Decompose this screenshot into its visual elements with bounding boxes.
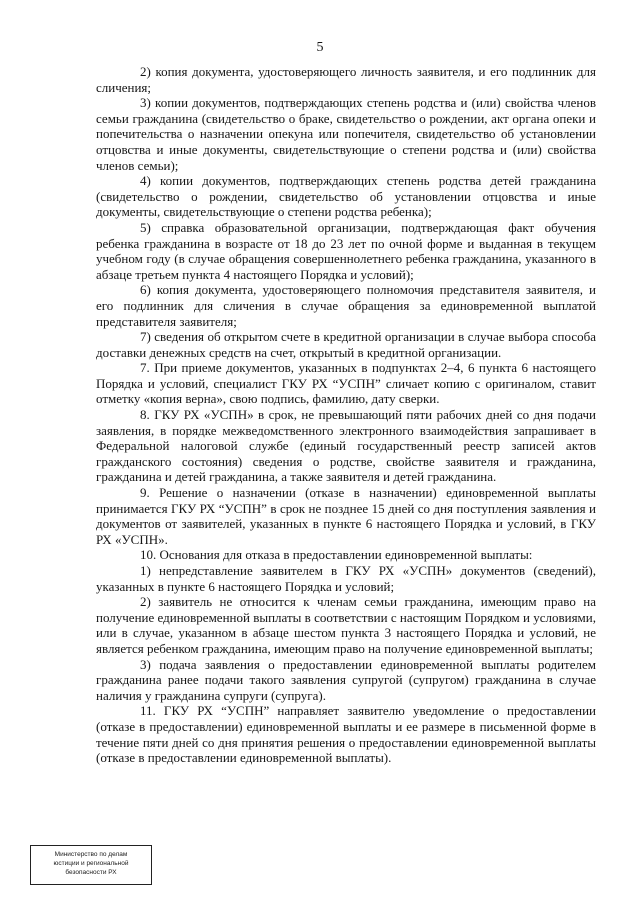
paragraph-clause-10-item-2: 2) заявитель не относится к членам семьи гражданина, имеющим право на получение единовременной выплаты в соответствии с настоящим Порядком и условиями, или в случае, указанном в абзаце шестом пункта 3 настоящего Порядка и условий, не является ребенком гражданина, имеющим право на получение единовременной выплаты;: [96, 594, 596, 656]
paragraph-item-4: 4) копии документов, подтверждающих степень родства детей гражданина (свидетельство о рождении, свидетельство об установлении отцовства и иные документы, свидетельствующие о степени родства ребенка);: [96, 173, 596, 220]
ministry-stamp: [30, 845, 152, 885]
page-number: 5: [316, 40, 324, 55]
paragraph-item-7: 7) сведения об открытом счете в кредитной организации в случае выбора способа доставки денежных средств на счет, открытый в кредитной организации.: [96, 329, 596, 360]
paragraph-clause-10-item-1: 1) непредставление заявителем в ГКУ РХ «УСПН» документов (сведений), указанных в пункте 6 настоящего Порядка и условий;: [96, 563, 596, 594]
paragraph-item-3: 3) копии документов, подтверждающих степень родства и (или) свойства членов семьи гражданина (свидетельство о браке, свидетельство о рождении, акт органа опеки и попечительства о назначении опекуна или попечителя, свидетельство об установлении отцовства и иные документы, свидетельствующие о степени родства и (или) свойства членов семьи);: [96, 95, 596, 173]
paragraph-item-6: 6) копия документа, удостоверяющего полномочия представителя заявителя, и его подлинник для сличения в случае обращения за единовременной выплатой представителя заявителя;: [96, 282, 596, 329]
stamp-line: юстиции и региональной: [53, 860, 129, 867]
paragraph-clause-7: 7. При приеме документов, указанных в подпунктах 2–4, 6 пункта 6 настоящего Порядка и условий, специалист ГКУ РХ “УСПН” сличает копию с оригиналом, ставит отметку «копия верна», свою подпись, фамилию, дату сверки.: [96, 360, 596, 407]
stamp-line: безопасности РХ: [65, 869, 117, 876]
paragraph-item-5: 5) справка образовательной организации, подтверждающая факт обучения ребенка гражданина в возрасте от 18 до 23 лет по очной форме и выданная в текущем учебном году (в случае обращения совершеннолетнего ребенка гражданина, указанного в абзаце третьем пункта 4 настоящего Порядка и условий);: [96, 219, 596, 282]
paragraph-clause-10-item-3: 3) подача заявления о предоставлении единовременной выплаты родителем гражданина ранее подачи такого заявления супругой (супругом) гражданина в случае наличия у гражданина супруги (супруга).: [96, 656, 596, 703]
paragraph-clause-10: 10. Основания для отказа в предоставлении единовременной выплаты:: [140, 547, 533, 563]
stamp-line: Министерство по делам: [54, 851, 128, 858]
paragraph-clause-9: 9. Решение о назначении (отказе в назначении) единовременной выплаты принимается ГКУ РХ “УСПН” в срок не позднее 15 дней со дня поступления заявления и документов от заявителей, указанных в пункте 6 настоящего Порядка и условий, в ГКУ РХ «УСПН».: [96, 485, 596, 547]
paragraph-clause-11: 11. ГКУ РХ “УСПН” направляет заявителю уведомление о предоставлении (отказе в предоставлении) единовременной выплаты и ее размере в письменной форме в течение пяти дней со дня принятия решения о предоставлении единовременной выплаты (отказе в предоставлении единовременной выплаты).: [96, 703, 596, 766]
document-body: [96, 64, 596, 766]
paragraph-clause-8: 8. ГКУ РХ «УСПН» в срок, не превышающий пяти рабочих дней со дня подачи заявления, в порядке межведомственного электронного взаимодействия запрашивает в Федеральной налоговой службе (единый государственный реестр записей актов гражданского состояния) сведения о родстве, свойстве заявителя и гражданина, гражданина и детей гражданина, а также заявителя и детей гражданина.: [96, 407, 596, 485]
paragraph-item-2: 2) копия документа, удостоверяющего личность заявителя, и его подлинник для сличения;: [96, 64, 596, 95]
